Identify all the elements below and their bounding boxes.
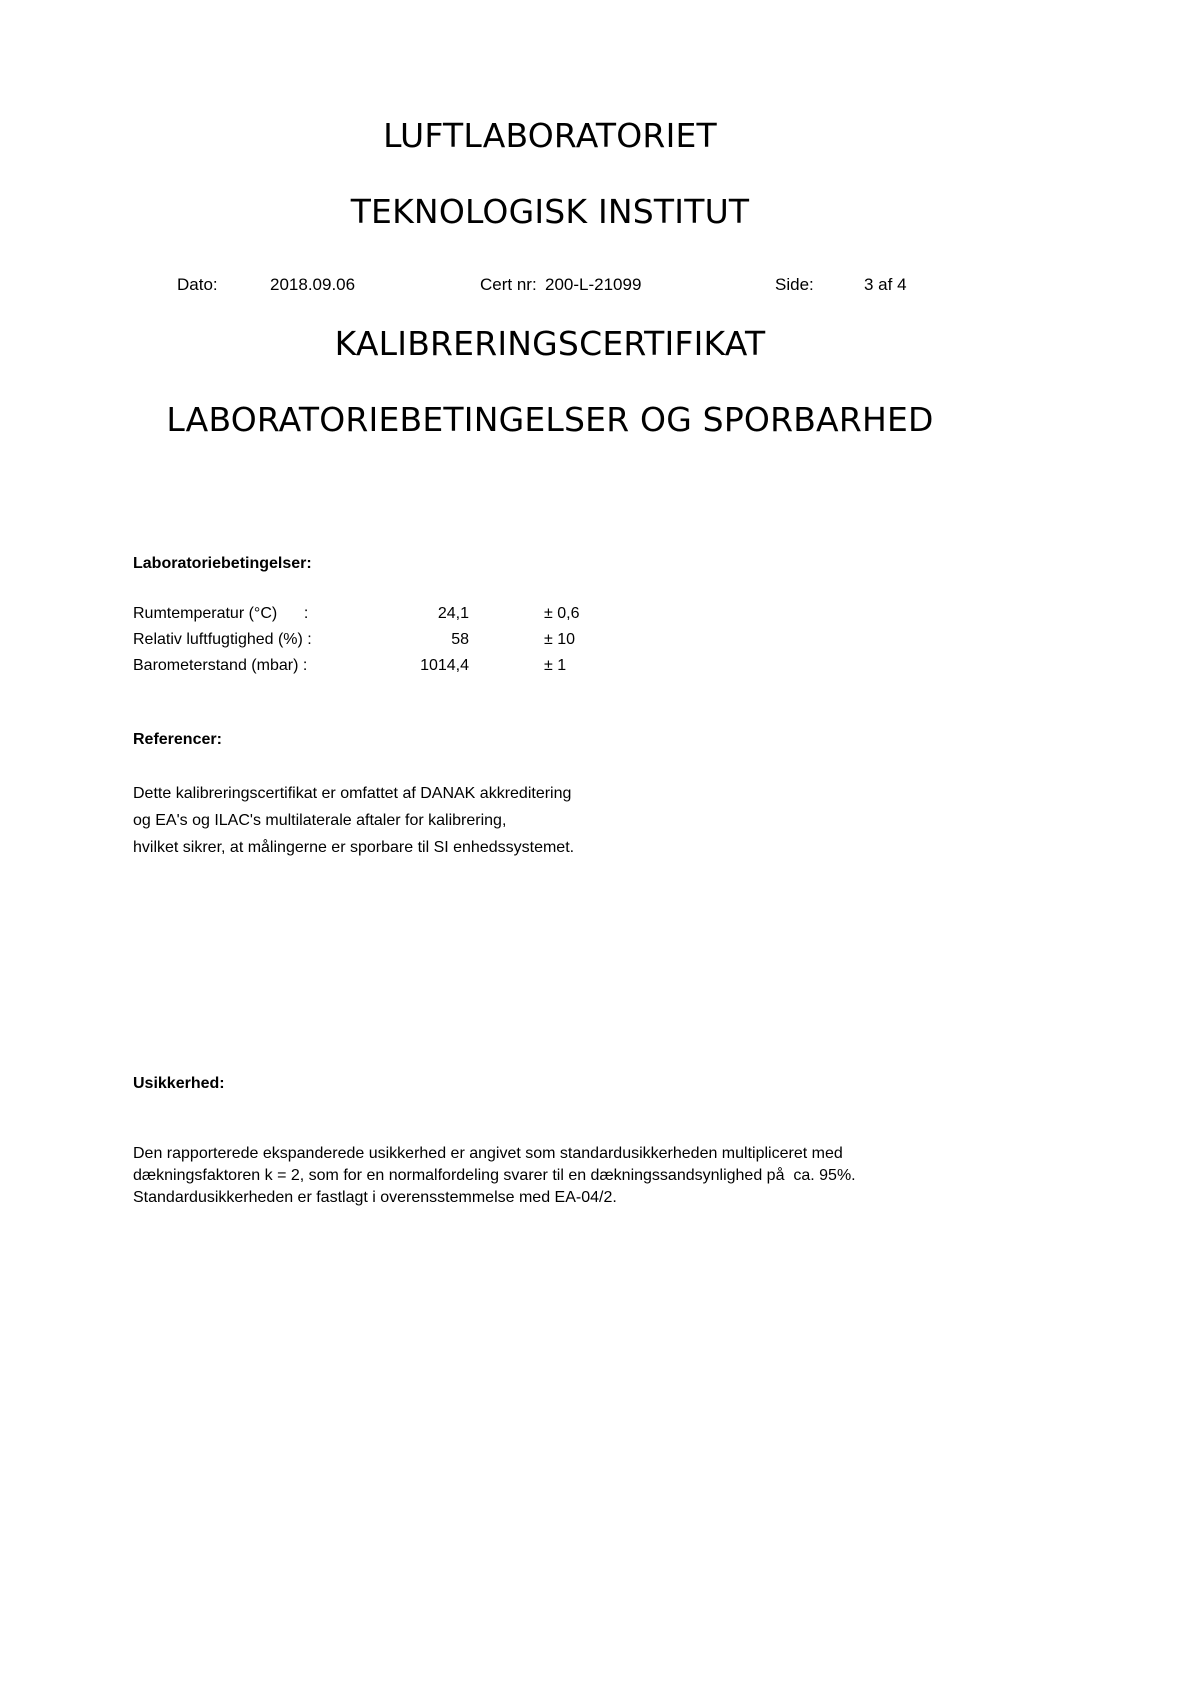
condition-label: Barometerstand (mbar) : xyxy=(133,657,308,674)
condition-row-pressure xyxy=(133,657,633,683)
references-line: og EA's og ILAC's multilaterale aftaler for kalibrering, xyxy=(133,812,507,829)
uncertainty-line: dækningsfaktoren k = 2, som for en normalfordeling svarer til en dækningssandsynlighed på ca. 95%. xyxy=(133,1167,856,1184)
certificate-subtitle: LABORATORIEBETINGELSER OG SPORBARHED xyxy=(166,400,934,439)
cert-number-value: 200-L-21099 xyxy=(545,275,642,294)
certificate-title: KALIBRERINGSCERTIFIKAT xyxy=(334,324,766,363)
cert-number-label: Cert nr: xyxy=(480,275,537,294)
condition-value: 58 xyxy=(451,631,469,648)
references-paragraph xyxy=(133,780,574,861)
condition-value: 24,1 xyxy=(437,605,469,622)
references-line: hvilket sikrer, at målingerne er sporbare til SI enhedssystemet. xyxy=(133,839,575,856)
uncertainty-line: Standardusikkerheden er fastlagt i overensstemmelse med EA-04/2. xyxy=(133,1189,617,1206)
conditions-heading: Laboratoriebetingelser: xyxy=(133,555,312,572)
condition-label: Relativ luftfugtighed (%) : xyxy=(133,631,312,648)
condition-label: Rumtemperatur (°C) : xyxy=(133,605,309,622)
lab-name-heading: LUFTLABORATORIET xyxy=(383,116,717,155)
page-number-value: 3 af 4 xyxy=(864,275,907,294)
uncertainty-line: Den rapporterede ekspanderede usikkerhed er angivet som standardusikkerheden multipliceret med xyxy=(133,1145,843,1162)
condition-row-humidity xyxy=(133,631,633,657)
condition-uncertainty: ± 1 xyxy=(544,657,567,674)
condition-uncertainty: ± 10 xyxy=(544,631,576,648)
date-label: Dato: xyxy=(177,275,218,294)
condition-uncertainty: ± 0,6 xyxy=(544,605,580,622)
references-line: Dette kalibreringscertifikat er omfattet af DANAK akkreditering xyxy=(133,785,572,802)
references-heading: Referencer: xyxy=(133,731,222,748)
condition-value: 1014,4 xyxy=(420,657,469,674)
uncertainty-heading: Usikkerhed: xyxy=(133,1075,225,1092)
condition-row-temperature xyxy=(133,605,633,631)
institute-heading: TEKNOLOGISK INSTITUT xyxy=(350,192,750,231)
page-label: Side: xyxy=(775,275,814,294)
uncertainty-paragraph xyxy=(133,1143,856,1209)
date-value: 2018.09.06 xyxy=(270,275,356,294)
